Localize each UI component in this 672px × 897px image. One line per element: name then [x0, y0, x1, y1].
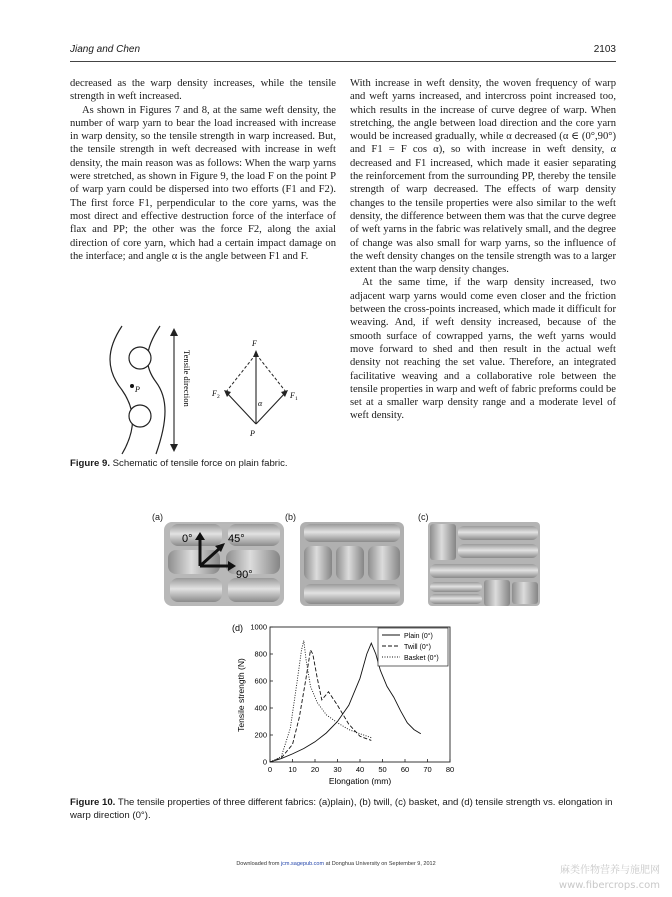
label-f1-sub: 1 — [295, 396, 298, 402]
figure-9-caption — [70, 458, 288, 469]
x-axis-label: Elongation (mm) — [328, 776, 392, 786]
footer-link[interactable]: jcm.sagepub.com — [280, 861, 325, 867]
paragraph: At the same time, if the warp density increased, two adjacent warp yarns would come even closer and the friction between the cross-points increased, which made it difficult for weaving. And, if weft density increased, because of the smooth surface of cowrapped yarns, the weft yarns would move forward to shed and then result in the actual weft density not reaching the set value. Therefore, an integrated facilitative weaving and a collaborative role between the tensile properties in warp and weft of fabric preforms could be set at a smaller warp density range and a moderate level of weft density. — [350, 277, 616, 422]
paragraph: As shown in Figures 7 and 8, at the same weft density, the number of warp yarn to bear the load increased with increase in warp density, so the tensile strength in warp increased. But, the tensile strength in weft decreased with increase in weft density, the main reason was as follows: When the warp yarns were stretched, as shown in Figure 9, the load F on the point P of warp yarn could be dispersed into two efforts (F1 and F2). The first force F1, perpendicular to the core yarns, was the most direct and effective destruction force of the interface of flax and PP; the other was the force F2, along the axial direction of core yarn, which had a certain impact damage on the interface; and angle α is the angle between F1 and F. — [70, 104, 336, 262]
label-f2-sub: 2 — [217, 394, 220, 400]
legend-twill: Twill (0°) — [404, 644, 431, 651]
header-rule — [70, 61, 616, 62]
figure-10-caption — [70, 796, 618, 822]
tensile-strength-chart — [230, 621, 470, 791]
figure-9-schematic — [100, 320, 330, 460]
label-f1: F — [290, 391, 295, 400]
x-tick-label: 10 — [288, 765, 297, 774]
angle-label-90: 90° — [236, 569, 253, 581]
arrow-up — [170, 328, 178, 336]
running-header-authors: Jiang and Chen — [70, 44, 141, 55]
weft-cross-section-bottom — [129, 405, 151, 427]
x-tick-label: 0 — [267, 765, 273, 774]
x-tick-label: 50 — [378, 765, 387, 774]
caption-label: Figure 9. — [70, 458, 110, 469]
twill-fabric-render — [296, 518, 408, 608]
watermark-line-1: 麻类作物营养与施肥网 — [560, 865, 660, 876]
watermark-line-2: www.fibercrops.com — [558, 880, 660, 891]
panel-label-b: (b) — [285, 512, 296, 522]
legend-basket: Basket (0°) — [404, 655, 439, 662]
caption-label: Figure 10. — [70, 797, 116, 808]
point-p-marker — [130, 384, 134, 388]
chart-legend — [378, 628, 448, 666]
weft-cross-section-top — [129, 347, 151, 369]
x-tick-label: 40 — [355, 765, 365, 774]
plain-fabric-render — [160, 518, 286, 608]
left-column — [70, 77, 336, 263]
series-line-twill — [270, 650, 371, 762]
panel-label-a: (a) — [152, 512, 163, 522]
x-tick-label: 20 — [310, 765, 320, 774]
yarn-outline-outer — [147, 326, 165, 454]
paragraph: With increase in weft density, the woven frequency of warp and weft yarns increased, and intercross point increased too, which results in the increase of curve degree of warp. When stretching, the angle between load direction and the core yarn would be increased gradually, while α decreased (α ∈ (0°,90°) and F1 = F cos α), so with increase in weft density, α decreased and F1 increased, which made it easier separating the reinforcement from the surrounding PP, thereby the tensile strength of warp decreased. The effects of warp density changes to the tensile properties were also similar to the weft density, the difference between them was that the curve degree of weft yarns in the fabric was relatively small, and the degree of change was also small for warp yarns, so the influence of the weft density changes on the tensile strength was to a larger extent than the warp density changes. — [350, 78, 616, 276]
y-tick-label: 0 — [262, 757, 267, 767]
y-tick-label: 400 — [254, 703, 267, 713]
caption-text: The tensile properties of three different fabrics: (a)plain), (b) twill, (c) basket, and (d) tensile strength vs. elongation in warp direction (0°). — [70, 797, 613, 821]
label-p-right: P — [250, 429, 255, 438]
y-tick-label: 1000 — [250, 622, 267, 632]
y-tick-label: 800 — [254, 649, 267, 659]
x-tick-label: 30 — [333, 765, 342, 774]
yarn-outline-left — [110, 326, 133, 454]
legend-plain: Plain (0°) — [404, 633, 433, 640]
angle-label-0: 0° — [182, 533, 193, 545]
x-tick-label: 60 — [400, 765, 410, 774]
footer-suffix: at Donghua University on September 9, 2012 — [324, 861, 436, 867]
label-f: F — [252, 339, 257, 348]
panel-label-c: (c) — [418, 512, 429, 522]
page-number: 2103 — [593, 44, 616, 55]
site-watermark — [559, 863, 660, 893]
label-p-left: P — [135, 385, 140, 394]
right-column — [350, 77, 616, 423]
footer-prefix: Downloaded from — [236, 861, 281, 867]
label-tensile-direction: Tensile direction — [182, 350, 192, 407]
y-tick-label: 600 — [254, 676, 267, 686]
angle-label-45: 45° — [228, 533, 245, 545]
paragraph: decreased as the warp density increases, while the tensile strength in weft increased. — [70, 78, 336, 103]
x-tick-label: 80 — [445, 765, 455, 774]
y-axis-label: Tensile strength (N) — [236, 658, 246, 732]
caption-text: Schematic of tensile force on plain fabric. — [112, 458, 288, 469]
y-tick-label: 200 — [254, 730, 267, 740]
series-line-basket — [270, 641, 371, 763]
panel-label-d: (d) — [232, 623, 243, 633]
basket-fabric-render — [426, 518, 542, 608]
x-tick-label: 70 — [423, 765, 432, 774]
label-f2: F — [212, 389, 217, 398]
label-alpha: α — [258, 399, 263, 408]
